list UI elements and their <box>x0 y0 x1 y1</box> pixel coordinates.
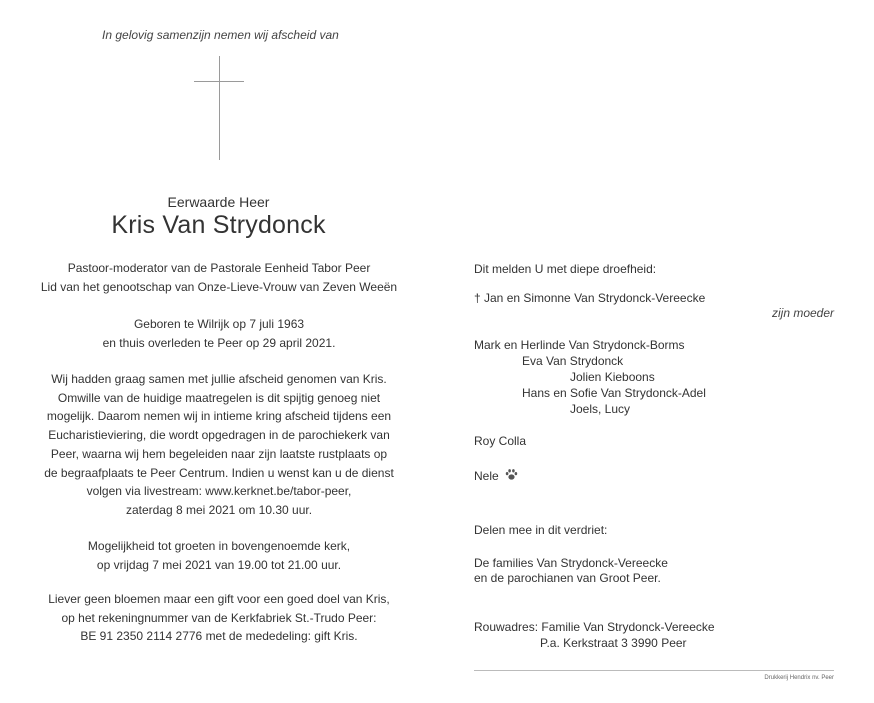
nele-line <box>474 468 518 486</box>
gift-line: op het rekeningnummer van de Kerkfabriek St.-Trudo Peer: <box>61 610 377 625</box>
role-line: Pastoor-moderator van de Pastorale Eenheid Tabor Peer <box>67 261 371 275</box>
death-line: en thuis overleden te Peer op 29 april 2021. <box>102 335 336 350</box>
address-line: P.a. Kerkstraat 3 3990 Peer <box>540 636 687 650</box>
family-line: Eva Van Strydonck <box>522 354 624 368</box>
announcement: Dit melden U met diepe droefheid: <box>474 262 657 276</box>
parents-note: zijn moeder <box>772 306 835 320</box>
farewell-line: mogelijk. Daarom nemen wij in intieme kring afscheid tijdens een <box>46 409 392 424</box>
dates-block <box>20 315 418 352</box>
footer-divider <box>474 670 834 671</box>
parents-line: † Jan en Simonne Van Strydonck-Vereecke <box>474 291 706 305</box>
farewell-line: volgen via livestream: www.kerknet.be/tabor-peer, <box>86 484 352 499</box>
gift-line: BE 91 2350 2114 2776 met de mededeling: gift Kris. <box>80 629 358 644</box>
family-line: Jolien Kieboons <box>570 370 655 384</box>
cross-icon-vertical <box>219 56 220 160</box>
farewell-block <box>20 370 418 520</box>
farewell-line: Eucharistieviering, die wordt opgedragen in de parochiekerk van <box>48 428 390 443</box>
greeting-block <box>20 537 418 574</box>
roy-line: Roy Colla <box>474 434 527 448</box>
farewell-line: zaterdag 8 mei 2021 om 10.30 uur. <box>125 502 313 517</box>
families-line: De families Van Strydonck-Vereecke <box>474 556 668 570</box>
farewell-line: de begraafplaats te Peer Centrum. Indien u wenst kan u de dienst <box>44 465 394 480</box>
greeting-line: op vrijdag 7 mei 2021 van 19.00 tot 21.00 uur. <box>96 557 342 572</box>
family-line: Joels, Lucy <box>570 402 631 416</box>
role-line: Lid van het genootschap van Onze-Lieve-Vrouw van Zeven Weeën <box>40 279 398 294</box>
deceased-name: Kris Van Strydonck <box>111 211 326 239</box>
share-line: Delen mee in dit verdriet: <box>474 523 608 537</box>
address-label: Rouwadres: Familie Van Strydonck-Vereecke <box>474 620 715 634</box>
gift-line: Liever geen bloemen maar een gift voor een goed doel van Kris, <box>48 592 390 606</box>
honorific: Eerwaarde Heer <box>167 194 270 210</box>
farewell-line: Wij hadden graag samen met jullie afscheid genomen van Kris. <box>51 372 387 386</box>
family-line: Hans en Sofie Van Strydonck-Adel <box>522 386 706 400</box>
birth-line: Geboren te Wilrijk op 7 juli 1963 <box>133 317 305 331</box>
paw-print-icon <box>505 468 518 486</box>
nele-name: Nele <box>474 469 499 483</box>
family-line: Mark en Herlinde Van Strydonck-Borms <box>474 338 685 352</box>
intro-text: In gelovig samenzijn nemen wij afscheid van <box>102 28 339 42</box>
families-line: en de parochianen van Groot Peer. <box>474 571 661 585</box>
roles-block <box>20 259 418 296</box>
farewell-line: Peer, waarna wij hem begeleiden naar zijn laatste rustplaats op <box>50 446 388 461</box>
farewell-line: Omwille van de huidige maatregelen is dit spijtig genoeg niet <box>57 390 381 405</box>
cross-icon-horizontal <box>194 81 244 82</box>
printer-credit: Drukkerij Hendrix nv. Peer <box>764 675 834 681</box>
gift-block <box>20 590 418 646</box>
greeting-line: Mogelijkheid tot groeten in bovengenoemde kerk, <box>87 539 351 553</box>
